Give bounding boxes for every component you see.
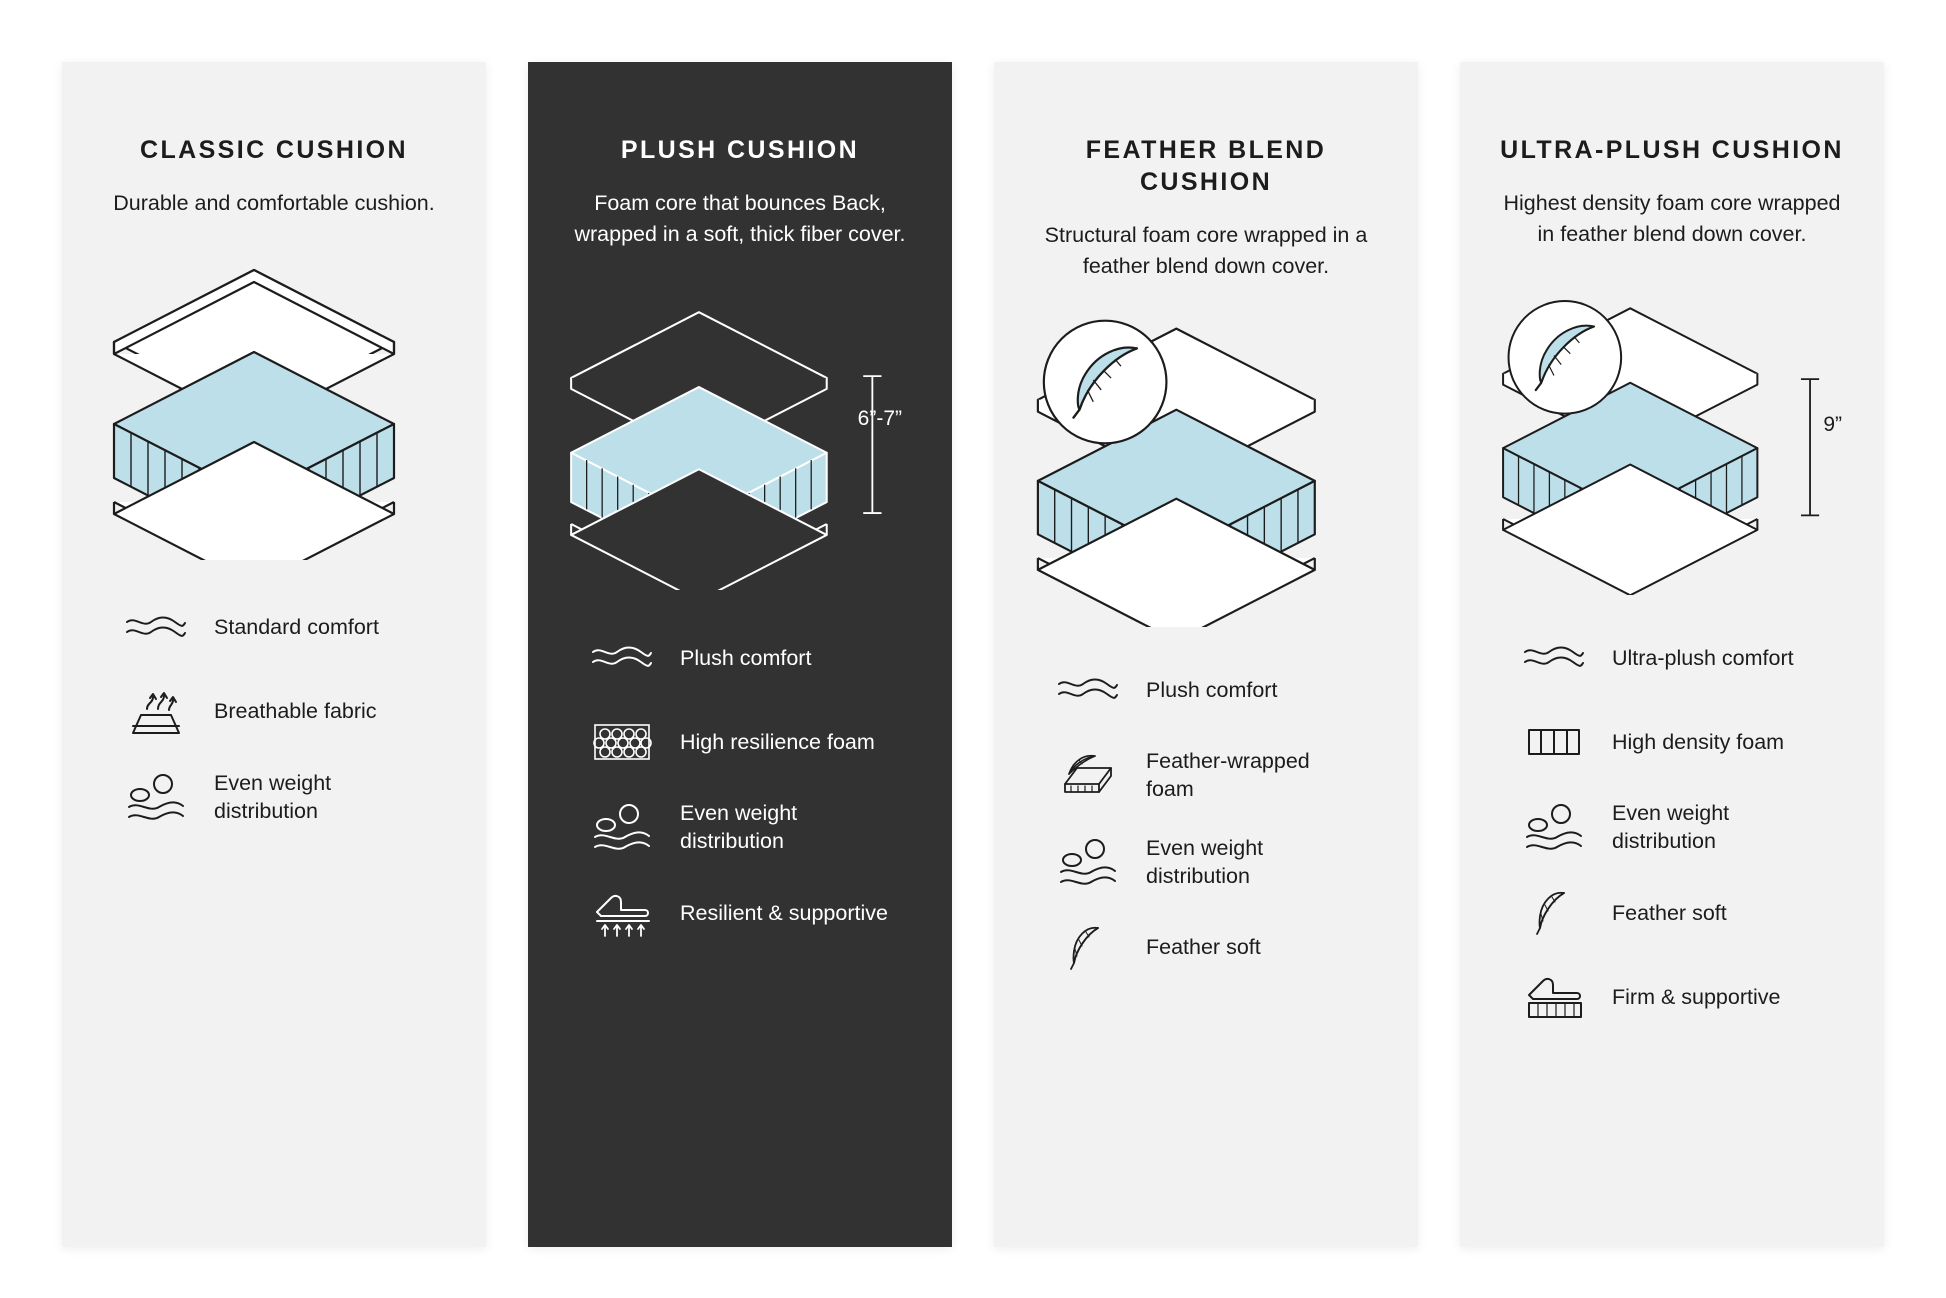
feature-item — [1518, 799, 1850, 856]
feature-label: Resilient & supportive — [680, 900, 888, 925]
height-label: 6”-7” — [857, 407, 902, 431]
feature-label: Breathable fabric — [214, 699, 377, 724]
feature-item — [586, 799, 918, 856]
resilient-support-icon — [586, 886, 658, 940]
feature-label: High resilience foam — [680, 729, 875, 754]
wave-comfort-icon — [1052, 663, 1124, 717]
even-weight-distribution-icon — [1052, 835, 1124, 889]
card-title: FEATHER BLEND CUSHION — [1085, 136, 1327, 196]
even-weight-distribution-icon — [1518, 800, 1590, 854]
even-weight-distribution-icon — [120, 770, 192, 824]
card-description: Foam core that bounces Back, wrapped in a soft, thick fiber cover. — [574, 191, 906, 246]
feature-list — [1494, 631, 1850, 1054]
cushion-card-classic — [62, 62, 486, 1247]
feature-label: Even weight distribution — [680, 801, 798, 854]
card-title: CLASSIC CUSHION — [140, 136, 408, 164]
feature-label: Plush comfort — [680, 645, 812, 670]
card-description: Durable and comfortable cushion. — [113, 191, 435, 215]
feature-list — [562, 631, 918, 970]
feature-label: Even weight distribution — [1146, 835, 1264, 889]
even-weight-distribution-icon — [586, 800, 658, 854]
height-dimension-line — [863, 376, 881, 513]
feature-item — [1518, 970, 1850, 1024]
feature-label: Feather-wrapped foam — [1146, 749, 1310, 802]
breathable-fabric-icon — [120, 685, 192, 739]
honeycomb-foam-icon — [586, 715, 658, 769]
feature-label: Ultra-plush comfort — [1612, 645, 1794, 670]
cushion-diagram-plush — [562, 275, 918, 605]
feather-icon — [1052, 921, 1124, 975]
feature-item — [1052, 663, 1384, 717]
height-label: 9” — [1823, 413, 1842, 437]
card-title: ULTRA-PLUSH CUSHION — [1500, 136, 1844, 164]
firm-support-icon — [1518, 970, 1590, 1024]
feature-list — [96, 601, 452, 856]
height-dimension-line — [1801, 379, 1819, 515]
feature-item — [586, 631, 918, 685]
feature-label: Even weight distribution — [214, 770, 332, 823]
feature-label: Feather soft — [1612, 900, 1727, 925]
wave-comfort-icon — [1518, 631, 1590, 685]
feature-item — [120, 601, 452, 655]
card-description: Structural foam core wrapped in a feather blend down cover. — [1044, 223, 1368, 278]
feature-item — [1052, 747, 1384, 804]
feature-item — [120, 685, 452, 739]
feature-item — [1518, 715, 1850, 769]
feature-item — [586, 886, 918, 940]
feature-label: Feather soft — [1146, 935, 1261, 960]
card-title: PLUSH CUSHION — [620, 136, 860, 164]
feature-list — [1028, 663, 1384, 1005]
feature-item — [586, 715, 918, 769]
card-description: Highest density foam core wrapped in feather blend down cover. — [1503, 191, 1841, 246]
cushion-diagram-ultra-plush — [1494, 275, 1850, 605]
feather-wrapped-foam-icon — [1052, 748, 1124, 802]
feature-label: Standard comfort — [214, 615, 379, 640]
cushion-diagram-classic — [96, 245, 452, 575]
feather-badge-icon — [1044, 321, 1167, 444]
high-density-foam-icon — [1518, 715, 1590, 769]
feature-label: Even weight distribution — [1612, 801, 1730, 854]
feather-badge-icon — [1509, 301, 1622, 414]
feature-label: Firm & supportive — [1612, 984, 1781, 1009]
feature-item — [1518, 886, 1850, 940]
cushion-card-feather-blend — [994, 62, 1418, 1247]
feature-label: Plush comfort — [1146, 677, 1278, 702]
wave-comfort-icon — [586, 631, 658, 685]
feature-item — [1518, 631, 1850, 685]
cushion-diagram-feather-blend — [1028, 307, 1384, 637]
wave-comfort-icon — [120, 601, 192, 655]
cushion-card-plush — [528, 62, 952, 1247]
cushion-card-ultra-plush — [1460, 62, 1884, 1247]
feature-item — [120, 769, 452, 826]
feature-item — [1052, 834, 1384, 891]
feature-label: High density foam — [1612, 729, 1785, 754]
feature-item — [1052, 921, 1384, 975]
feather-icon — [1518, 886, 1590, 940]
